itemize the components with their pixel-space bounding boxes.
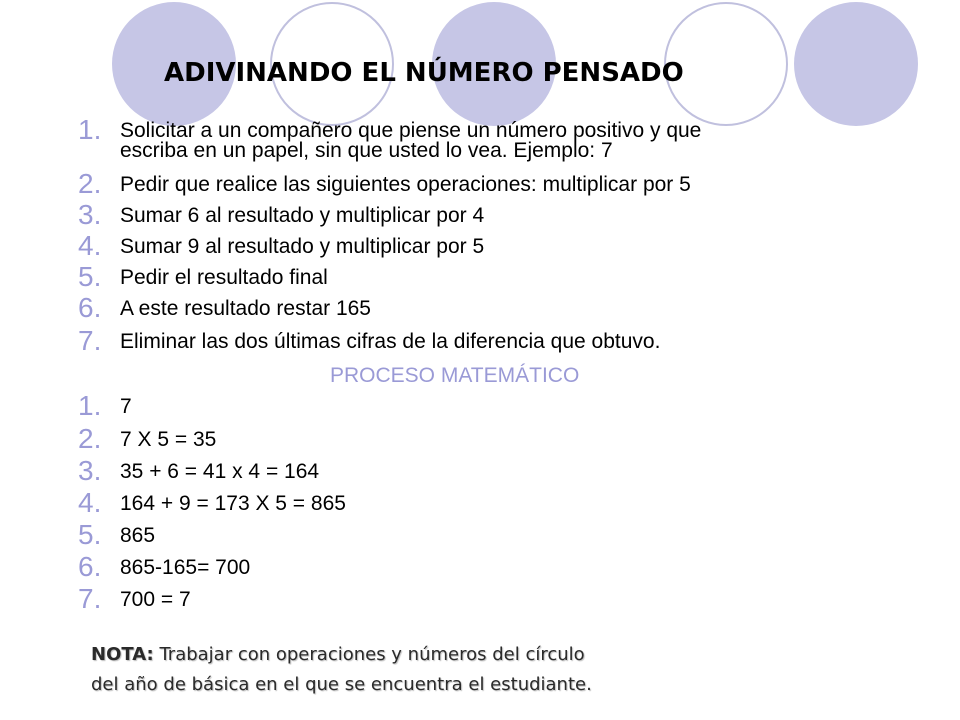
list-text: 7 bbox=[120, 395, 132, 418]
list-text: 35 + 6 = 41 x 4 = 164 bbox=[120, 460, 320, 483]
list-text: 865-165= 700 bbox=[120, 556, 251, 579]
list-number: 2. bbox=[78, 423, 102, 454]
list-number: 7. bbox=[78, 325, 102, 356]
list-text: Sumar 9 al resultado y multiplicar por 5 bbox=[120, 235, 485, 258]
list-number: 2. bbox=[78, 168, 102, 199]
list-number: 3. bbox=[78, 199, 102, 230]
list-number: 4. bbox=[78, 230, 102, 261]
list-text: Pedir que realice las siguientes operaciones: multiplicar por 5 bbox=[120, 173, 691, 196]
note-label: NOTA: bbox=[91, 644, 154, 665]
list-number: 5. bbox=[78, 519, 102, 550]
decor-circle-5 bbox=[794, 2, 918, 126]
list-number: 7. bbox=[78, 583, 102, 614]
list-text: 7 X 5 = 35 bbox=[120, 428, 217, 451]
list-text: 164 + 9 = 173 X 5 = 865 bbox=[120, 492, 346, 515]
list-text: 700 = 7 bbox=[120, 588, 191, 611]
list-number: 6. bbox=[78, 551, 102, 582]
list-number: 3. bbox=[78, 455, 102, 486]
list-number: 1. bbox=[78, 114, 102, 145]
list-number: 4. bbox=[78, 487, 102, 518]
list-text: Sumar 6 al resultado y multiplicar por 4 bbox=[120, 204, 485, 227]
list-text: Pedir el resultado final bbox=[120, 266, 328, 289]
list-text: 865 bbox=[120, 524, 156, 547]
list-text: Solicitar a un compañero que piense un número positivo y que bbox=[120, 119, 702, 142]
note-text-1: Trabajar con operaciones y números del círculo bbox=[153, 644, 585, 665]
list-number: 6. bbox=[78, 292, 102, 323]
process-heading: PROCESO MATEMÁTICO bbox=[330, 364, 580, 387]
list-text: escriba en un papel, sin que usted lo vea. Ejemplo: 7 bbox=[120, 139, 613, 162]
list-text: Eliminar las dos últimas cifras de la diferencia que obtuvo. bbox=[120, 330, 661, 353]
list-number: 1. bbox=[78, 390, 102, 421]
note-text-2: del año de básica en el que se encuentra el estudiante. bbox=[91, 674, 592, 695]
list-text: A este resultado restar 165 bbox=[120, 297, 371, 320]
note-line-1 bbox=[91, 640, 592, 670]
note bbox=[91, 640, 592, 700]
list-number: 5. bbox=[78, 261, 102, 292]
page-title: ADIVINANDO EL NÚMERO PENSADO bbox=[164, 58, 684, 88]
